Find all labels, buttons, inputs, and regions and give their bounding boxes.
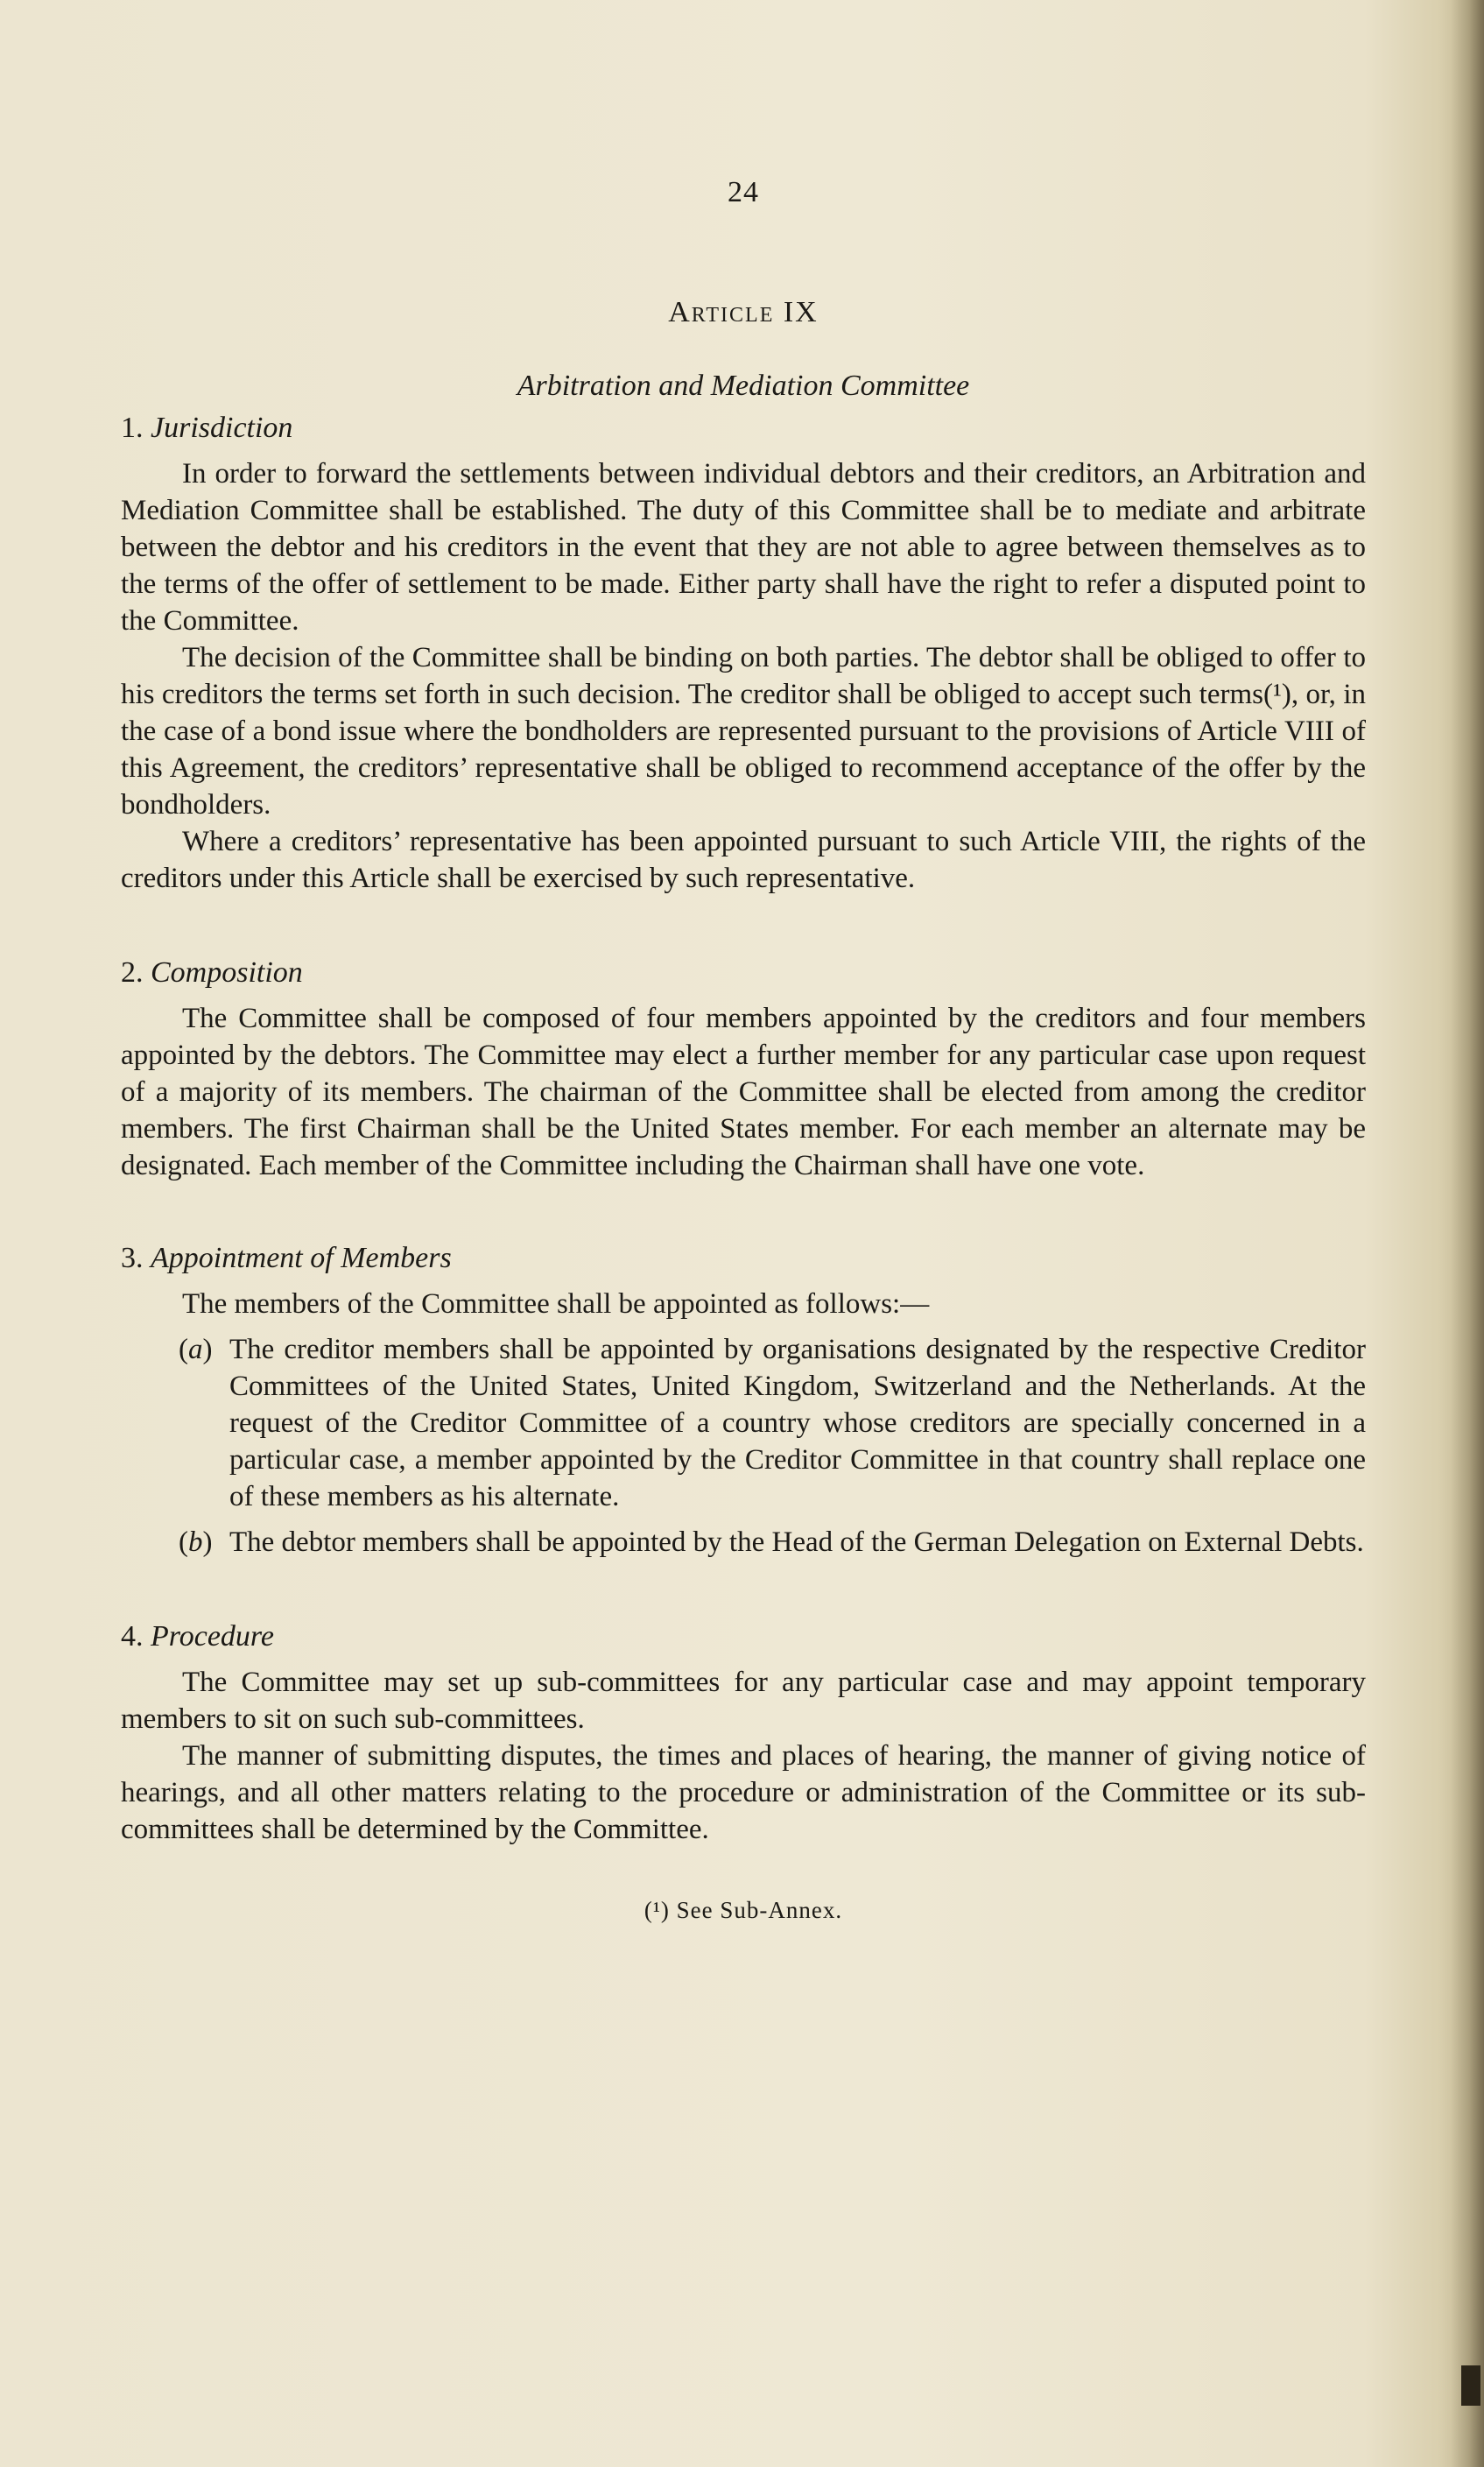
paragraph: Where a creditors’ representative has been appointed pursuant to such Article VIII, the rights of the creditors under this Article shall be exercised by such representative. bbox=[121, 826, 1366, 894]
article-heading bbox=[121, 294, 1366, 331]
section-composition bbox=[121, 955, 1366, 1184]
list-item-text: The debtor members shall be appointed by the Head of the German Delegation on External Debts. bbox=[229, 1526, 1364, 1558]
section-number: 2. bbox=[121, 956, 144, 989]
section-title: Composition bbox=[151, 956, 303, 989]
list-item-label: (a) bbox=[179, 1334, 213, 1365]
list-item-a bbox=[121, 1331, 1366, 1515]
section-procedure bbox=[121, 1618, 1366, 1848]
paragraph: In order to forward the settlements between individual debtors and their creditors, an Arbitration and Mediation Committee shall be established. The duty of this Committee shall be to mediate and arbitrate between the debtor and his creditors in the event that they are not able to agree between themselves as to the terms of the offer of settlement to be made. Either party shall have the right to refer a disputed point to the Committee. bbox=[121, 458, 1366, 637]
paragraph: The Committee shall be composed of four members appointed by the creditors and four members appointed by the debtors. The Committee may elect a further member for any particular case upon request of a majority of its members. The chairman of the Committee shall be elected from among the creditor members. The first Chairman shall be the United States member. For each member an alternate may be designated. Each member of the Committee including the Chairman shall have one vote. bbox=[121, 1003, 1366, 1181]
section-title: Procedure bbox=[151, 1620, 274, 1653]
list-item-label: (b) bbox=[179, 1526, 213, 1558]
binding-shadow bbox=[1451, 0, 1484, 2467]
section-title: Jurisdiction bbox=[151, 412, 293, 444]
section-jurisdiction bbox=[121, 410, 1366, 897]
page-content bbox=[121, 175, 1366, 1925]
section-heading bbox=[121, 410, 1366, 447]
article-numeral: IX bbox=[783, 296, 819, 328]
section-number: 1. bbox=[121, 412, 144, 444]
paragraph: The members of the Committee shall be appointed as follows:— bbox=[182, 1288, 930, 1320]
paragraph: The Committee may set up sub-committees for any particular case and may appoint temporary members to sit on such sub-committees. bbox=[121, 1667, 1366, 1735]
paragraph: The manner of submitting disputes, the times and places of hearing, the manner of giving notice of hearings, and all other matters relating to the procedure or administration of the Committee or its sub-committees shall be determined by the Committee. bbox=[121, 1740, 1366, 1845]
list-item-text: The creditor members shall be appointed by organisations designated by the respective Creditor Committees of the United States, United Kingdom, Switzerland and the Netherlands. At the request of the Creditor Committee of a country whose creditors are specially concerned in a particular case, a member appointed by the Creditor Committee in that country shall replace one of these members as his alternate. bbox=[229, 1334, 1366, 1512]
section-heading bbox=[121, 955, 1366, 991]
page-number: 24 bbox=[728, 176, 759, 208]
list-item-b bbox=[121, 1524, 1366, 1561]
section-heading bbox=[121, 1618, 1366, 1655]
section-heading bbox=[121, 1240, 1366, 1277]
paragraph: The decision of the Committee shall be binding on both parties. The debtor shall be obliged to offer to his creditors the terms set forth in such decision. The creditor shall be obliged to accept such terms(¹), or, in the case of a bond issue where the bondholders are represented pursuant to the provisions of Article VIII of this Agreement, the creditors’ representative shall be obliged to recommend acceptance of the offer by the bondholders. bbox=[121, 642, 1366, 821]
section-number: 4. bbox=[121, 1620, 144, 1653]
footnote: (¹) See Sub-Annex. bbox=[644, 1897, 843, 1923]
article-subtitle: Arbitration and Mediation Committee bbox=[517, 370, 970, 402]
section-title: Appointment of Members bbox=[151, 1242, 452, 1274]
section-appointment-of-members bbox=[121, 1240, 1366, 1561]
section-number: 3. bbox=[121, 1242, 144, 1274]
page-edge-mark bbox=[1461, 2365, 1480, 2406]
article-prefix: Article bbox=[668, 296, 775, 328]
